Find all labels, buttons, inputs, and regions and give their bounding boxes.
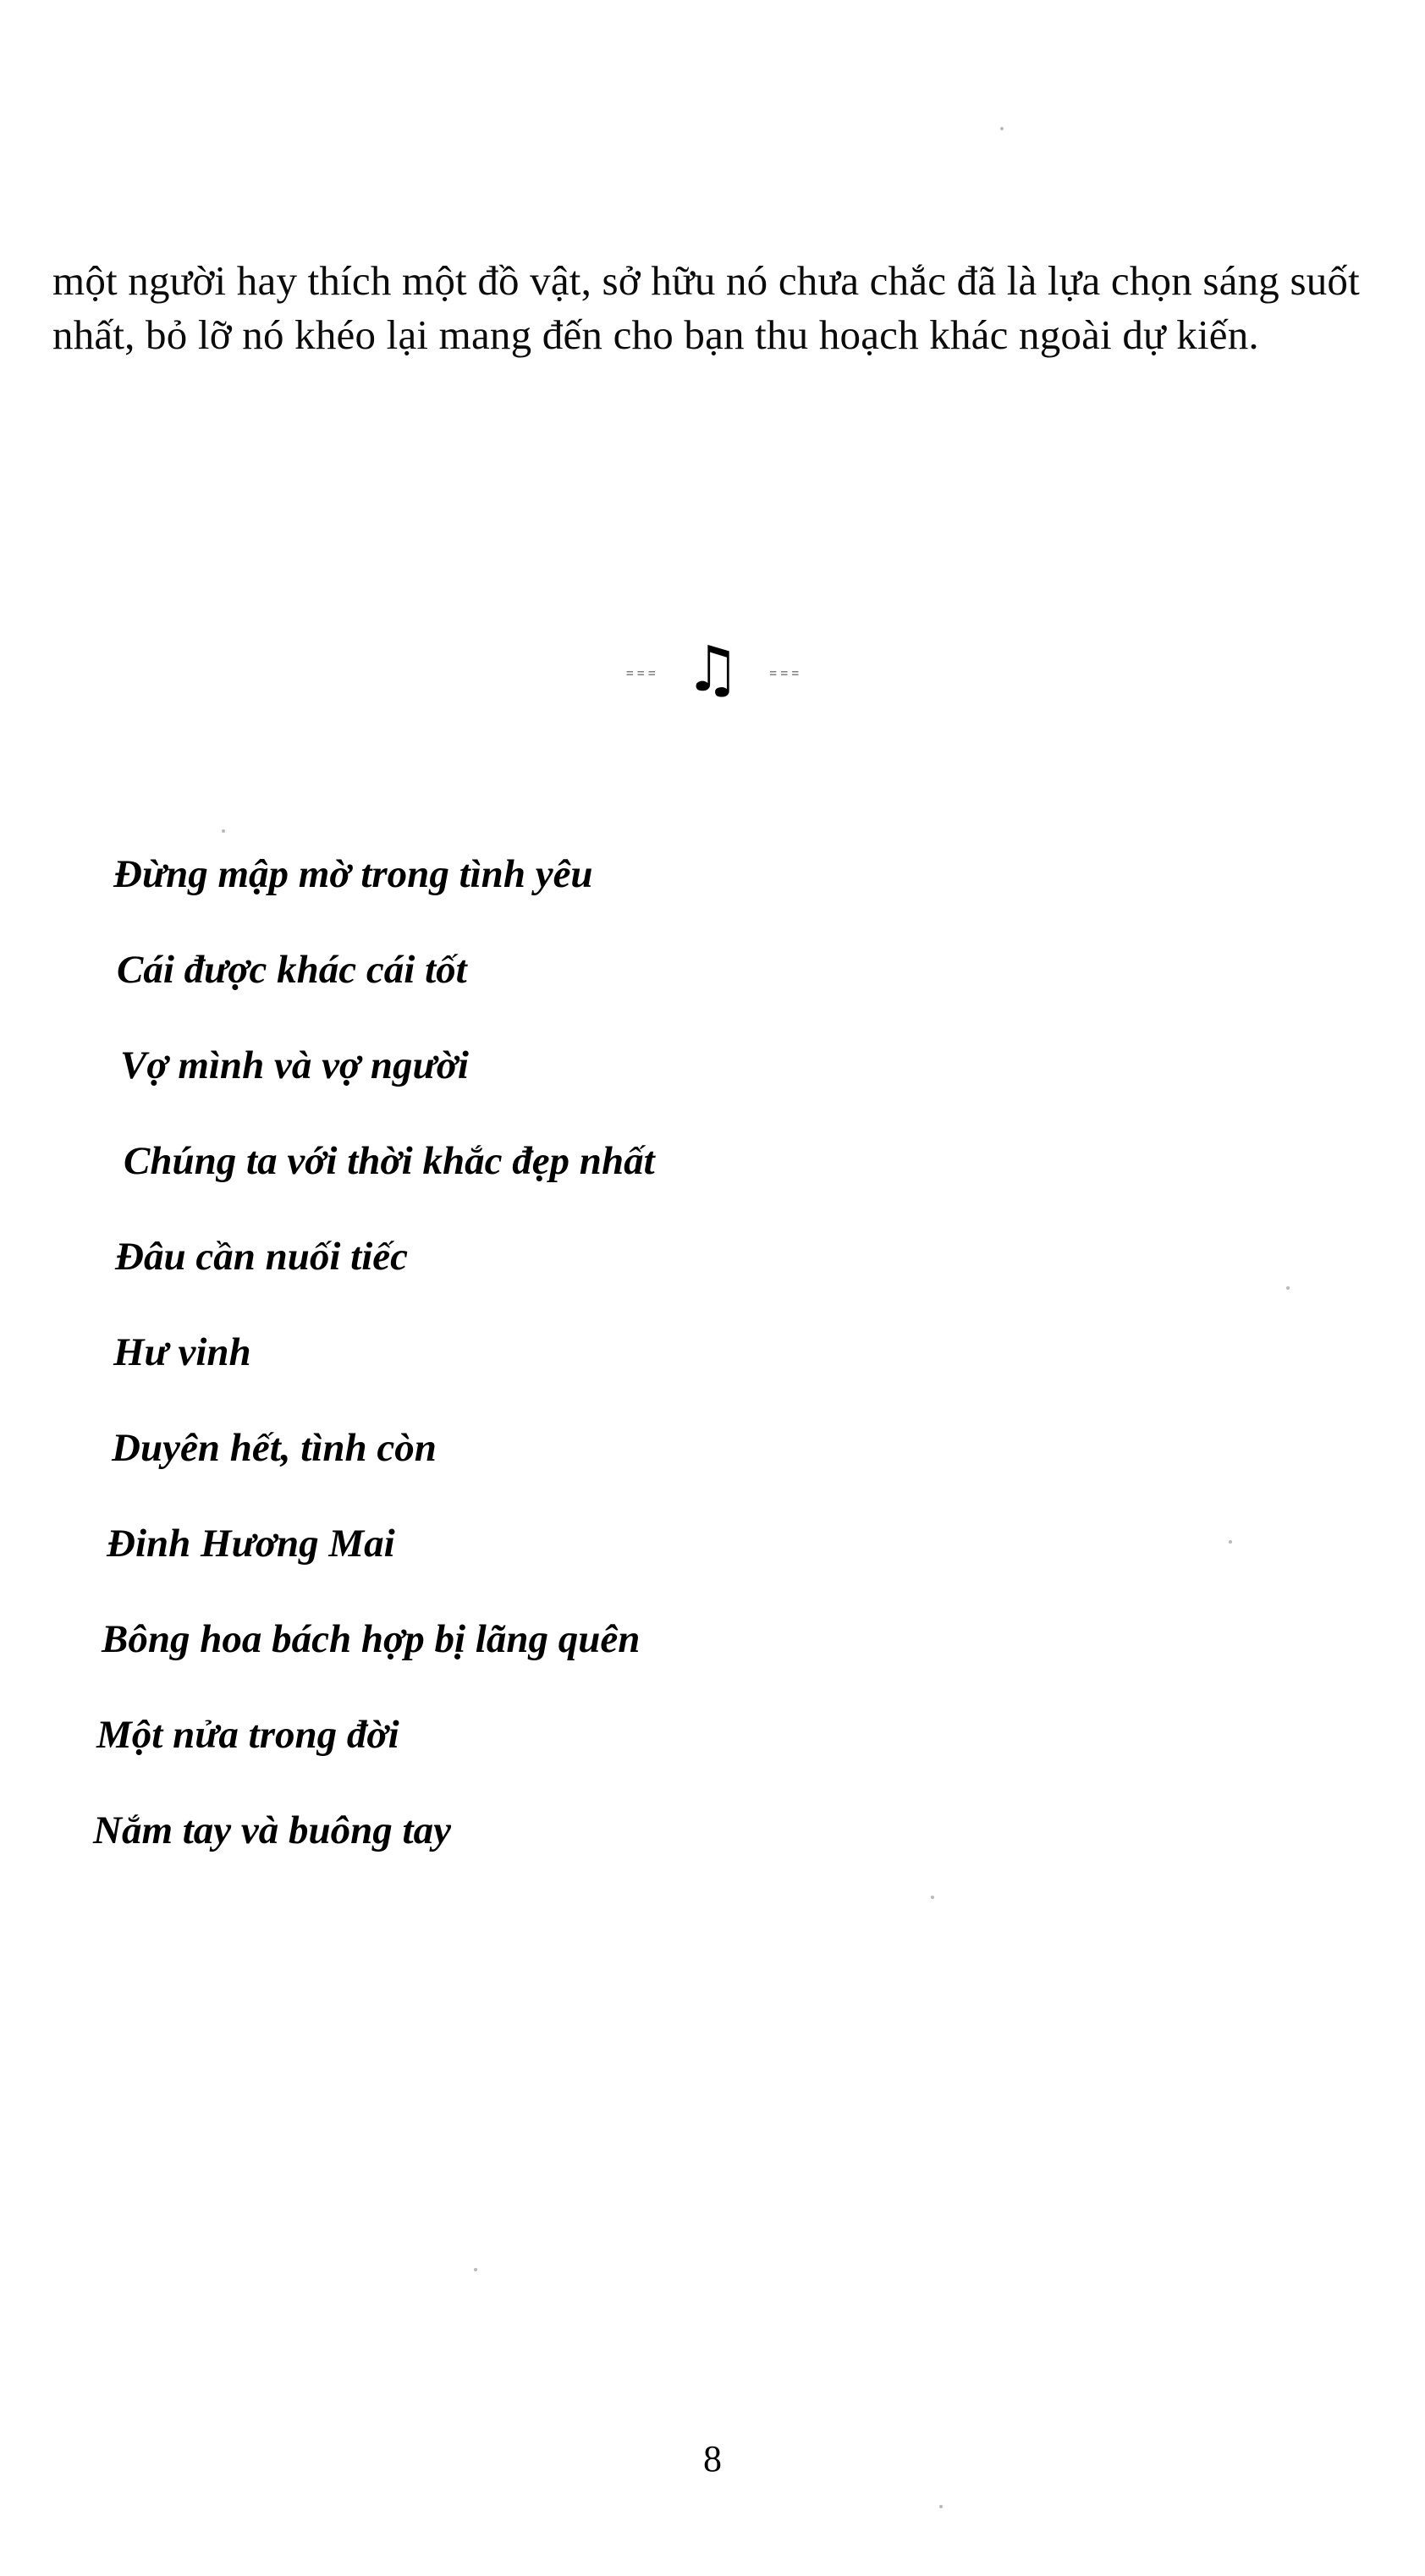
body-paragraph: một người hay thích một đồ vật, sở hữu nó chưa chắc đã là lựa chọn sáng suốt nhất, bỏ lỡ nó khéo lại mang đến cho bạn thu hoạch khác ngoài dự kiến.	[52, 257, 1360, 358]
scan-speck	[222, 829, 225, 833]
body-paragraph-block	[52, 254, 1381, 361]
toc-item[interactable]: Duyên hết, tình còn	[112, 1426, 437, 1470]
scan-speck	[939, 2505, 943, 2508]
music-note-icon: ♫	[684, 633, 741, 706]
scan-speck	[1286, 1286, 1290, 1290]
toc-item[interactable]: Chúng ta với thời khắc đẹp nhất	[124, 1139, 655, 1183]
toc-item[interactable]: Bông hoa bách hợp bị lãng quên	[102, 1617, 641, 1661]
toc-item[interactable]: Một nửa trong đời	[96, 1713, 399, 1757]
toc-item[interactable]: Nắm tay và buông tay	[93, 1808, 451, 1852]
section-ornament	[0, 633, 1425, 706]
ornament-right-dashes: = = =	[769, 667, 800, 681]
toc-item[interactable]: Hư vinh	[113, 1330, 251, 1374]
toc-item[interactable]: Đừng mập mờ trong tình yêu	[113, 852, 593, 896]
scan-speck	[1229, 1540, 1232, 1544]
scan-speck	[474, 2268, 477, 2271]
toc-item[interactable]: Đinh Hương Mai	[107, 1522, 395, 1566]
scan-speck	[931, 1896, 934, 1899]
page-number: 8	[703, 2438, 722, 2480]
toc-item[interactable]: Cái được khác cái tốt	[117, 948, 467, 992]
table-of-contents	[0, 852, 1425, 1907]
toc-item[interactable]: Vợ mình và vợ người	[120, 1043, 469, 1087]
scan-speck	[1000, 127, 1004, 130]
toc-item[interactable]: Đâu cần nuối tiếc	[115, 1235, 409, 1279]
ornament-left-dashes: = = =	[625, 667, 656, 681]
